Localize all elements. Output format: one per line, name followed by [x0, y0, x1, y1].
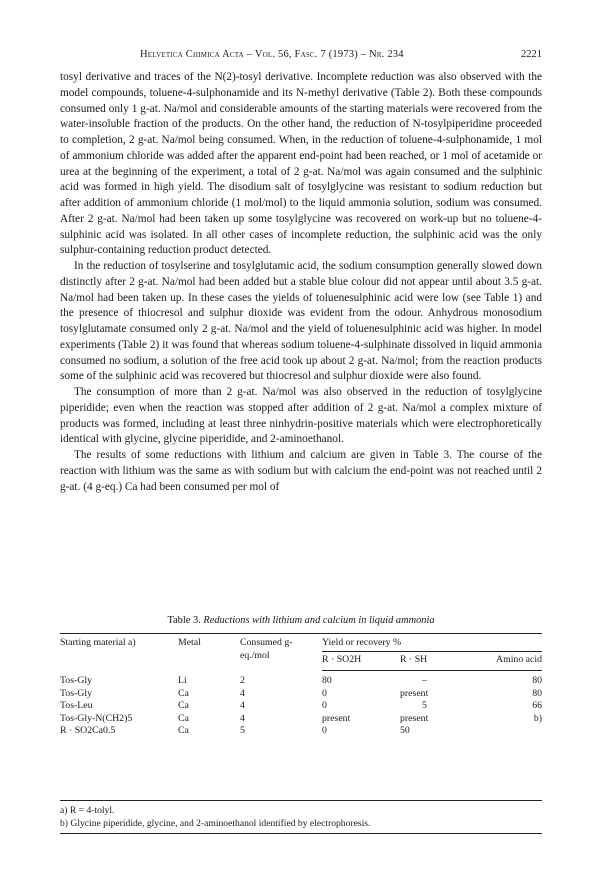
cell-amino: 80	[532, 675, 542, 686]
table-row	[60, 688, 542, 701]
cell-material: Tos-Gly	[60, 674, 92, 686]
cell-r-sh: present	[400, 687, 429, 699]
cell-consumed: 4	[240, 700, 245, 711]
cell-r-so2h: 0	[322, 700, 327, 711]
cell-r-sh: 50	[400, 725, 410, 736]
table-caption-label: Table 3.	[167, 615, 201, 626]
header-r-sh: R · SH	[400, 651, 472, 671]
paragraph-3: The consumption of more than 2 g-at. Na/mol was also observed in the reduction of tosylglycine piperidide; even when the reaction was stopped after addition of 2 g-at. Na/mol a complex mixture of products was formed, including at least three ninhydrin-positive materials which were electrophoretically identical with glycine, glycine piperidide, and 2-aminoethanol.	[60, 386, 542, 446]
cell-consumed: 5	[240, 725, 245, 736]
cell-amino: 66	[532, 700, 542, 711]
cell-material: Tos-Leu	[60, 700, 93, 711]
table-footnotes	[60, 800, 542, 830]
cell-metal: Ca	[178, 687, 189, 699]
header-metal: Metal	[178, 634, 240, 671]
header-consumed: Consumed g-eq./mol	[240, 634, 322, 671]
journal-title: Helvetica Chimica Acta – Vol. 56, Fasc. 7 (1973) – Nr. 234	[140, 49, 404, 60]
cell-metal: Ca	[178, 712, 189, 724]
cell-metal: Ca	[178, 725, 189, 736]
cell-r-sh: 5	[422, 700, 427, 711]
cell-r-sh: present	[400, 712, 429, 724]
table-row	[60, 671, 542, 688]
header-yield-group: Yield or recovery %	[322, 634, 542, 652]
table-caption	[60, 615, 542, 626]
cell-r-so2h: present	[322, 712, 351, 724]
table-row	[60, 700, 542, 713]
table-3	[60, 633, 542, 742]
body-text	[60, 70, 542, 495]
paragraph-2: In the reduction of tosylserine and tosylglutamic acid, the sodium consumption generally slowed down distinctly after 2 g-at. Na/mol had been added but a stable blue colour did not appear until about 3.5 g-at. Na/mol had been taken up. In these cases the yields of toluenesulphinic acid were low (see Table 1) and the presence of thiocresol and sulphur dioxide was evident from the odour. Anhydrous monosodium tosylglutamate consumed only 2 g-at. Na/mol and the yield of toluenesulphinic acid was higher. In model experiments (Table 2) it was found that whereas sodium toluene-4-sulphinate dissolved in liquid ammonia consumed no sodium, a solution of the free acid took up about 2 g-at. Na/mol; from the reaction products some of the sulphinic acid was recovered but thiocresol and sulphur dioxide were also found.	[60, 260, 542, 383]
cell-r-so2h: 0	[322, 687, 327, 699]
table-row	[60, 713, 542, 726]
paragraph-4: The results of some reductions with lithium and calcium are given in Table 3. The course of the reaction with lithium was the same as with sodium but with calcium the end-point was not reached until 2 g-at. (4 g-eq.) Ca had been consumed per mol of	[60, 449, 542, 493]
cell-amino: b)	[533, 712, 542, 724]
cell-r-sh: –	[422, 675, 427, 686]
running-header	[60, 49, 542, 65]
cell-consumed: 4	[240, 712, 245, 724]
cell-r-so2h: 80	[322, 675, 332, 686]
table-caption-title: Reductions with lithium and calcium in liquid ammonia	[203, 615, 435, 626]
cell-amino	[472, 725, 542, 742]
table-header-row	[60, 634, 542, 652]
cell-material: Tos-Gly	[60, 687, 92, 699]
header-amino-acid: Amino acid	[472, 651, 542, 671]
table-bottom-rule	[60, 833, 542, 834]
cell-metal: Li	[178, 674, 187, 686]
cell-amino: 80	[532, 687, 542, 699]
cell-r-so2h: 0	[322, 725, 327, 736]
footnote-b: b) Glycine piperidide, glycine, and 2-aminoethanol identified by electrophoresis.	[60, 818, 371, 829]
table-row	[60, 725, 542, 742]
page-number: 2221	[521, 49, 542, 60]
header-r-so2h: R · SO2H	[322, 651, 400, 671]
cell-material: Tos-Gly-N(CH2)5	[60, 712, 133, 724]
cell-consumed: 4	[240, 687, 245, 699]
cell-material: R · SO2Ca0.5	[60, 725, 116, 736]
footnote-a: a) R = 4-tolyl.	[60, 805, 115, 816]
cell-consumed: 2	[240, 674, 245, 686]
header-starting-material: Starting material a)	[60, 634, 178, 671]
paragraph-1: tosyl derivative and traces of the N(2)-tosyl derivative. Incomplete reduction was also observed with the model compounds, toluene-4-sulphonamide and its N-methyl derivative (Table 2). Both these compounds consumed only 1 g-at. Na/mol and considerable amounts of the starting materials were recovered from the water-insoluble fraction of the products. On the other hand, the reduction of N-tosylpiperidine proceeded to completion, 2 g-at. Na/mol being consumed. When, in the reduction of toluene-4-sulphonamide, 1 mol of ammonium chloride was added after the apparent end-point had been reached, or 1 mol of acetamide or urea at the beginning of the experiment, a total of 2 g-at. Na/mol was again consumed and the sulphinic acid was formed in high yield. The disodium salt of tosylglycine was resistant to sodium reduction but after addition of ammonium chloride (1 mol/mol) to the liquid ammonia solution, sodium was consumed. After 2 g-at. Na/mol had been taken up some tosylglycine was recovered on work-up but no toluene-4-sulphinic acid was isolated. In all other cases of incomplete reduction, the sulphinic acid was the only sulphur-containing reduction product detected.	[60, 71, 542, 257]
cell-metal: Ca	[178, 700, 189, 711]
